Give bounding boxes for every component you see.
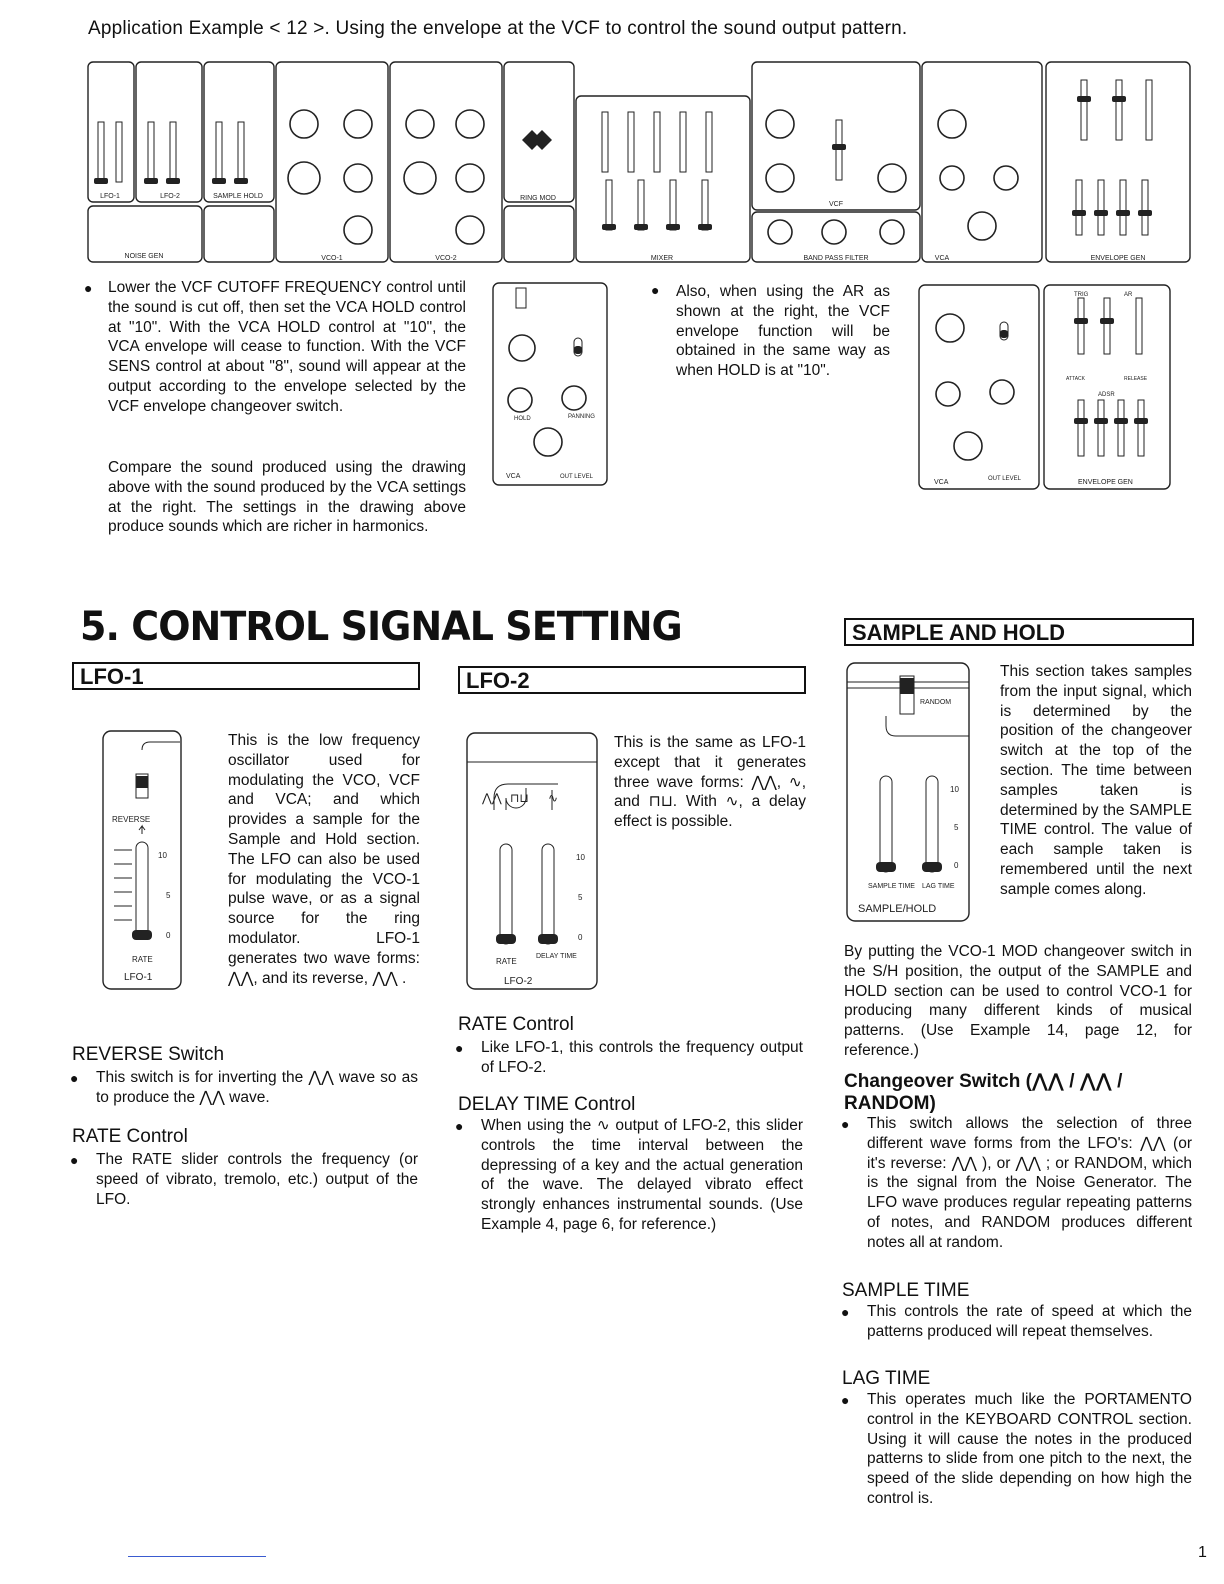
sample-hold-body-2: By putting the VCO-1 MOD changeover switch in the S/H position, the output of the SAMPLE and HOLD section can be used to control VCO-1 for producing many different kinds of musical patterns. (Use Example 14, page 12, for reference.) xyxy=(844,943,1192,1059)
section-title: 5. CONTROL SIGNAL SETTING xyxy=(80,604,682,650)
footer-rule xyxy=(128,1556,266,1557)
lfo2-diagram xyxy=(466,732,600,992)
intro-right-paragraph: Also, when using the AR as shown at the right, the VCF envelope function will be obtained in the same way as when HOLD is at "10". xyxy=(676,283,890,380)
svg-text:BAND PASS FILTER: BAND PASS FILTER xyxy=(803,255,869,262)
svg-text:5: 5 xyxy=(166,891,171,900)
lfo1-rate-body: The RATE slider controls the frequency (or speed of vibrato, tremolo, etc.) output of the LFO. xyxy=(96,1151,418,1208)
svg-text:SAMPLE HOLD: SAMPLE HOLD xyxy=(213,193,263,200)
svg-text:LFO-1: LFO-1 xyxy=(100,193,120,200)
vca-module xyxy=(922,62,1042,262)
sample-hold-heading: SAMPLE AND HOLD xyxy=(844,618,1194,646)
synth-panel-diagram xyxy=(86,60,1192,268)
svg-text:VCF: VCF xyxy=(829,201,843,208)
page-number: 1 xyxy=(1198,1544,1207,1561)
svg-text:10: 10 xyxy=(950,785,959,794)
svg-text:0: 0 xyxy=(954,861,959,870)
svg-text:RING MOD: RING MOD xyxy=(520,195,556,202)
svg-text:VCO-2: VCO-2 xyxy=(435,255,457,262)
intro-left-paragraph: Lower the VCF CUTOFF FREQUENCY control until the sound is cut off, then set the VCA HOLD control at "10". With the VCA HOLD control at "10", the VCA envelope will cease to function. With the VCF SENS control at about "8", sound will appear at the output according to the envelope selected by the VCF envelope changeover switch. xyxy=(108,279,466,415)
svg-text:⋀⋀: ⋀⋀ xyxy=(482,791,502,805)
delay-time-body: When using the ∿ output of LFO-2, this slider controls the time interval between the depressing of a key and the actual generation of the wave. The delayed vibrato effect strongly enhances instrumental sounds. (Use Example 4, page 6, for reference.) xyxy=(481,1117,803,1233)
bullet-icon: ● xyxy=(70,1152,79,1168)
sample-hold-diagram xyxy=(846,662,972,924)
lfo2-rate-body: Like LFO-1, this controls the frequency output of LFO-2. xyxy=(481,1039,803,1076)
svg-text:LAG TIME: LAG TIME xyxy=(922,883,955,890)
changeover-switch-heading: Changeover Switch (⋀⋀ / ⋀⋀ / RANDOM) xyxy=(844,1071,1123,1114)
bullet-icon: ● xyxy=(70,1070,79,1086)
svg-text:0: 0 xyxy=(166,931,171,940)
svg-text:DELAY TIME: DELAY TIME xyxy=(536,953,577,960)
svg-text:10: 10 xyxy=(576,853,585,862)
svg-text:SAMPLE/HOLD: SAMPLE/HOLD xyxy=(858,903,937,915)
bullet-icon: ● xyxy=(455,1040,464,1056)
svg-text:REVERSE: REVERSE xyxy=(112,815,151,824)
vca-diagram-left xyxy=(492,282,608,486)
bullet-icon: ● xyxy=(651,282,660,298)
page-header: Application Example < 12 >. Using the envelope at the VCF to control the sound output pattern. xyxy=(88,18,908,39)
lag-time-heading: LAG TIME xyxy=(842,1368,931,1389)
svg-text:RANDOM: RANDOM xyxy=(920,699,952,706)
svg-text:5: 5 xyxy=(954,823,959,832)
lag-time-body: This operates much like the PORTAMENTO control in the KEYBOARD CONTROL section. Using it will cause the notes in the produced patterns to slide from one pitch to the next, the speed of the slide depending on how high the control is. xyxy=(867,1391,1192,1507)
reverse-switch-heading: REVERSE Switch xyxy=(72,1044,225,1065)
bullet-icon: ● xyxy=(455,1118,464,1134)
svg-text:RELEASE: RELEASE xyxy=(1124,376,1148,382)
ringmod-module xyxy=(504,62,574,202)
sample-time-heading: SAMPLE TIME xyxy=(842,1280,970,1301)
svg-text:TRIG: TRIG xyxy=(1074,292,1089,298)
svg-text:MIXER: MIXER xyxy=(650,255,674,262)
lfo1-heading: LFO-1 xyxy=(72,662,420,690)
lfo2-heading: LFO-2 xyxy=(458,666,806,694)
reverse-switch-body: This switch is for inverting the ⋀⋀ wave so as to produce the ⋀⋀ wave. xyxy=(96,1069,418,1106)
svg-text:VCA: VCA xyxy=(506,473,521,480)
svg-text:LFO-1: LFO-1 xyxy=(124,972,153,983)
vca-envgen-diagram-right xyxy=(918,284,1172,490)
svg-text:AR: AR xyxy=(1124,292,1133,298)
bullet-icon: ● xyxy=(841,1392,850,1408)
svg-text:∿: ∿ xyxy=(548,791,559,805)
svg-text:OUT LEVEL: OUT LEVEL xyxy=(988,476,1021,482)
intro-left-paragraph-2: Compare the sound produced using the drawing above with the sound produced by the VCA settings at the right. The settings in the drawing above produce sounds which are richer in harmonics. xyxy=(108,459,466,536)
lfo1-body: This is the low frequency oscillator used for modulating the VCO, VCF and VCA; and which provides a sample for the Sample and Hold section. The LFO can also be used for modulating the VCO-1 pulse wave, or as a signal source for the ring modulator. LFO-1 generates two wave forms: ⋀⋀, and its reverse, ⋀⋀ . xyxy=(228,732,420,987)
bullet-icon: ● xyxy=(841,1116,850,1132)
svg-text:5: 5 xyxy=(578,893,583,902)
lfo1-rate-heading: RATE Control xyxy=(72,1126,188,1147)
sample-hold-body: This section takes samples from the input signal, which is determined by the position of the changeover switch at the top of the section. The time between samples taken is determined by the SAMPLE TIME control. The value of each sample taken is remembered until the next sample comes along. xyxy=(1000,663,1192,898)
svg-text:VCA: VCA xyxy=(934,255,950,262)
vco2-module xyxy=(390,62,502,262)
bullet-icon: ● xyxy=(84,280,93,296)
svg-text:VCA: VCA xyxy=(934,479,949,486)
svg-text:SAMPLE TIME: SAMPLE TIME xyxy=(868,883,915,890)
svg-text:ENVELOPE GEN: ENVELOPE GEN xyxy=(1078,479,1133,486)
sample-time-body: This controls the rate of speed at which the patterns produced will repeat themselves. xyxy=(867,1303,1192,1340)
lfo2-body: This is the same as LFO-1 except that it generates three wave forms: ⋀⋀, ∿, and ⊓⊔. With ∿, a delay effect is possible. xyxy=(614,734,806,831)
lfo2-rate-heading: RATE Control xyxy=(458,1014,574,1035)
svg-text:0: 0 xyxy=(578,933,583,942)
bullet-icon: ● xyxy=(841,1304,850,1320)
svg-text:RATE: RATE xyxy=(132,955,153,964)
svg-text:ADSR: ADSR xyxy=(1098,392,1115,398)
envgen-module xyxy=(1046,62,1190,262)
delay-time-heading: DELAY TIME Control xyxy=(458,1094,636,1115)
svg-text:LFO-2: LFO-2 xyxy=(160,193,180,200)
svg-text:ATTACK: ATTACK xyxy=(1066,376,1085,382)
lfo1-diagram xyxy=(102,730,184,992)
svg-text:LFO-2: LFO-2 xyxy=(504,976,533,987)
svg-text:HOLD: HOLD xyxy=(514,416,531,422)
svg-text:NOISE GEN: NOISE GEN xyxy=(124,253,164,260)
svg-text:PANNING: PANNING xyxy=(568,414,595,420)
svg-text:⊓⊔: ⊓⊔ xyxy=(510,791,529,805)
svg-text:ENVELOPE GEN: ENVELOPE GEN xyxy=(1090,255,1146,262)
svg-text:10: 10 xyxy=(158,851,167,860)
svg-text:VCO-1: VCO-1 xyxy=(321,255,343,262)
svg-text:RATE: RATE xyxy=(496,957,517,966)
changeover-switch-body: This switch allows the selection of three different wave forms from the LFO's: ⋀⋀ (or it's reverse: ⋀⋀ ), or ⋀⋀ ; or RANDOM, which is the signal from the Noise Generator. The LFO wave produces regular repeating patterns of notes, and RANDOM produces different notes all at random. xyxy=(867,1115,1192,1251)
svg-text:OUT LEVEL: OUT LEVEL xyxy=(560,474,593,480)
